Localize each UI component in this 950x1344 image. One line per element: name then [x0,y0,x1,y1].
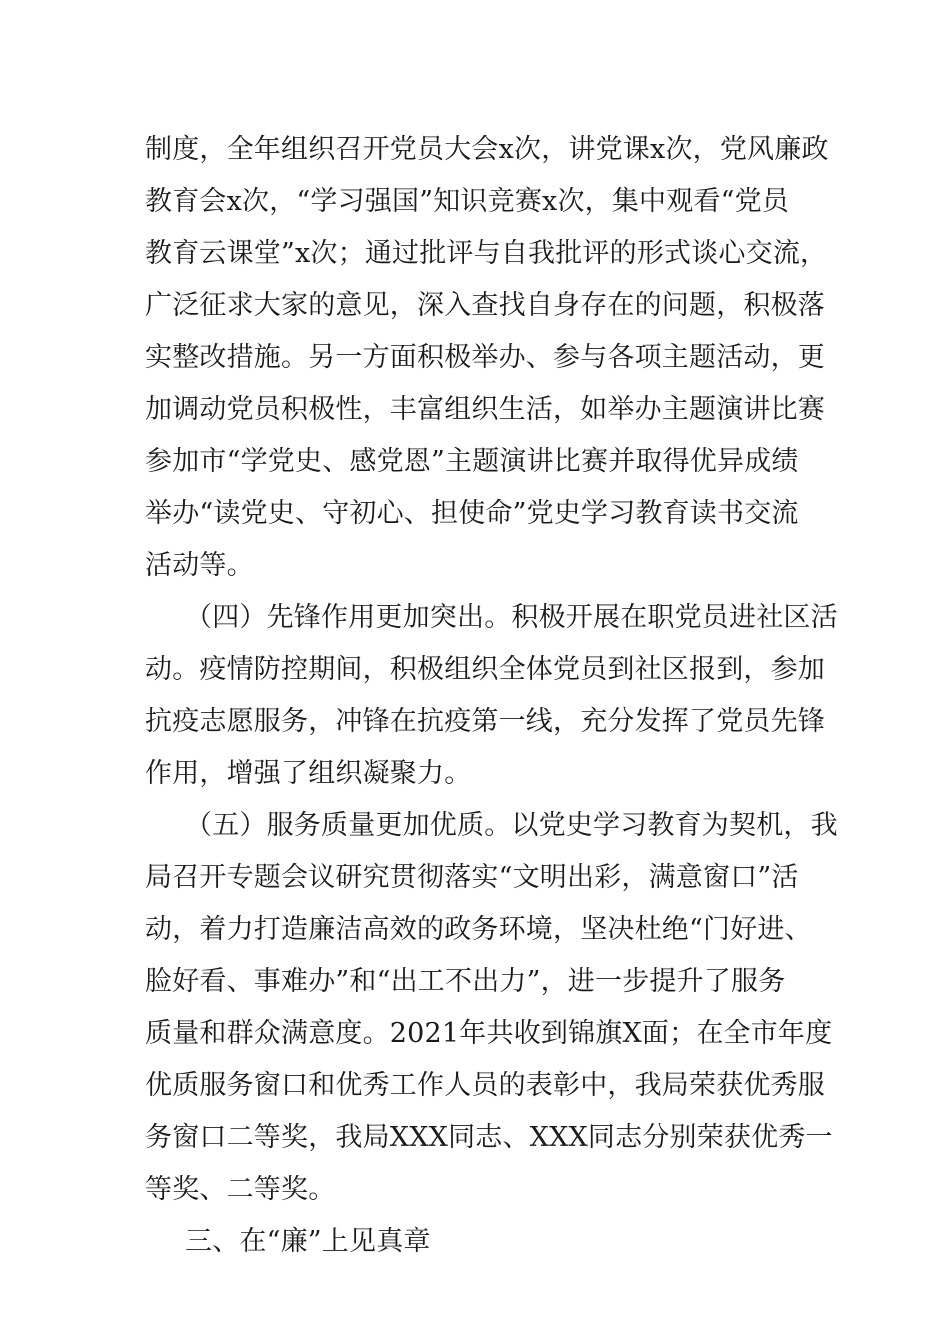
text-line: 优质服务窗口和优秀工作人员的表彰中，我局荣获优秀服 [145,1070,825,1101]
text-line: 质量和群众满意度。2021年共收到锦旗X面；在全市年度 [145,1018,833,1049]
text-line: 作用，增强了组织凝聚力。 [145,758,472,789]
text-line: 教育会x次，“学习强国”知识竞赛x次，集中观看“党员 [145,186,790,217]
text-line: 广泛征求大家的意见，深入查找自身存在的问题，积极落 [145,290,825,321]
text-line: 动。疫情防控期间，积极组织全体党员到社区报到，参加 [145,654,825,685]
text-line: 教育云课堂”x次；通过批评与自我批评的形式谈心交流， [145,238,828,269]
text-line: 等奖、二等奖。 [145,1174,336,1205]
text-line: 参加市“学党史、感党恩”主题演讲比赛并取得优异成绩 [145,446,799,477]
text-line: 动，着力打造廉洁高效的政务环境，坚决杜绝“门好进、 [145,914,812,945]
section-five-heading-line: （五）服务质量更加优质。以党史学习教育为契机，我 [185,810,838,841]
section-heading: 三、在“廉”上见真章 [185,1226,431,1257]
section-four-heading-line: （四）先锋作用更加突出。积极开展在职党员进社区活 [185,602,838,633]
text-line: 抗疫志愿服务，冲锋在抗疫第一线，充分发挥了党员先锋 [145,706,825,737]
text-line: 务窗口二等奖，我局XXX同志、XXX同志分别荣获优秀一 [145,1122,833,1153]
text-line: 制度，全年组织召开党员大会x次，讲党课x次，党风廉政 [145,134,829,165]
text-line: 活动等。 [145,550,254,581]
text-line: 举办“读党史、守初心、担使命”党史学习教育读书交流 [145,498,799,529]
text-line: 脸好看、事难办”和“出工不出力”，进一步提升了服务 [145,966,786,997]
text-line: 实整改措施。另一方面积极举办、参与各项主题活动，更 [145,342,825,373]
text-line: 加调动党员积极性，丰富组织生活，如举办主题演讲比赛 [145,394,825,425]
text-line: 局召开专题会议研究贯彻落实“文明出彩，满意窗口”活 [145,862,799,893]
